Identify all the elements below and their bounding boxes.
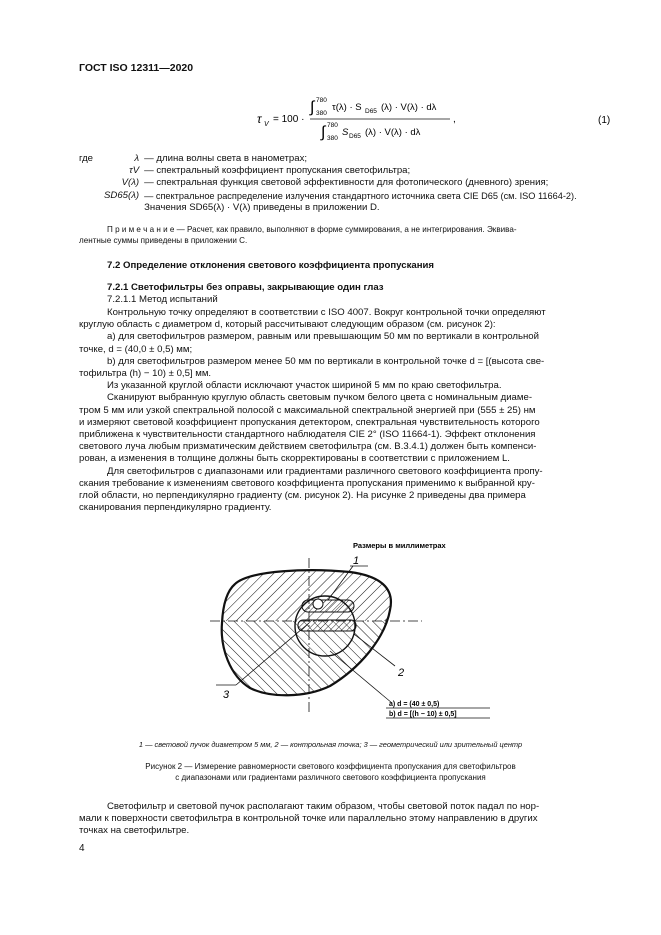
definition-symbol: λ — [134, 153, 140, 164]
para-line: тофильтра (h) − 10) ± 0,5] мм. — [79, 368, 212, 380]
figure-formula-b: b) d = [(h − 10) ± 0,5] — [389, 711, 457, 718]
formula-numerator: τ(λ) · S — [332, 102, 362, 113]
callout-1: 1 — [353, 555, 360, 567]
para-line: Контрольную точку определяют в соответствии с ISO 4007. Вокруг контрольной точки определяют — [107, 307, 546, 318]
beam-circle — [313, 599, 323, 609]
definition-intro: где — [79, 153, 94, 164]
formula-den-sub: D65 — [349, 133, 361, 140]
para-line: Из указанной круглой области исключают участок шириной 5 мм по краю светофильтра. — [107, 380, 502, 392]
int-upper-num: 780 — [316, 97, 327, 104]
formula-comma: , — [453, 114, 456, 125]
para-line: точке, d = (40,0 ± 0,5) мм; — [79, 343, 193, 355]
section-7-2-1-1-title: 7.2.1.1 Метод испытаний — [107, 294, 218, 305]
formula-number: (1) — [598, 115, 611, 126]
integral-sign-num: ∫ — [310, 99, 315, 116]
para-line: и измеряют световой коэффициент пропускания детектором, спектральная чувствительность которого — [79, 416, 540, 428]
int-lower-num: 380 — [316, 110, 327, 117]
formula-lhs: τ — [257, 112, 262, 126]
definition-text: — длина волны света в нанометрах; — [144, 153, 308, 164]
para-line: глой области, но перпендикулярно градиенту (см. рисунок 2). На рисунке 2 приведены два примера — [79, 490, 526, 502]
formula-denominator-tail: (λ) · V(λ) · dλ — [365, 127, 421, 138]
scan-band-middle — [298, 620, 356, 631]
definitions-table — [79, 153, 577, 214]
para-line: круглую область с диаметром d, который рассчитывают следующим образом (см. рисунок 2): — [79, 319, 496, 331]
document-header: ГОСТ ISO 12311—2020 — [79, 62, 194, 74]
para-line: Сканируют выбранную круглую область световым пучком белого цвета с номинальным диаме- — [107, 392, 533, 404]
note-label: П р и м е ч а н и е — [107, 225, 175, 234]
para-line: Светофильтр и световой пучок располагают таким образом, чтобы световой поток падал по нор- — [107, 801, 540, 812]
definition-symbol: SD65(λ) — [104, 189, 140, 201]
section-7-2-title: 7.2 Определение отклонения светового коэффициента пропускания — [107, 260, 434, 271]
definitions — [79, 153, 619, 214]
section-7-2-1-title: 7.2.1 Светофильтры без оправы, закрывающие один глаз — [107, 282, 384, 293]
figure-2-drawing — [190, 538, 490, 733]
definition-symbol: τV — [129, 165, 140, 177]
formula-denominator: S — [342, 127, 349, 138]
values-note: Значения SD65(λ) · V(λ) приведены в приложении D. — [144, 201, 380, 213]
callout-2: 2 — [398, 667, 405, 679]
para-line: мали к поверхности светофильтра в контрольной точке или параллельно этому направлению в других — [79, 813, 538, 825]
para-line: b) для светофильтров размером менее 50 мм по вертикали в контрольной точке d = [(высота све- — [107, 355, 545, 367]
para-line: приближена к чувствительности стандартного наблюдателя CIE 2° (ISO 11664-1). Эффект отклонения — [79, 429, 536, 441]
note-line-1 — [79, 225, 624, 236]
para-line: тром 5 мм или узкой спектральной полосой с максимальной спектральной энергией при (555 ± 25) нм — [79, 404, 536, 416]
formula-1 — [250, 92, 620, 148]
definition-text: — спектральная функция световой эффективности для фотопического (дневного) зрения; — [144, 177, 549, 189]
definition-row — [79, 190, 577, 202]
para-line: а) для светофильтров размером, равным или превышающим 50 мм по вертикали в контрольной — [107, 331, 539, 343]
int-lower-den: 380 — [327, 135, 338, 142]
para-line: сканирования перпендикулярно градиенту. — [79, 502, 272, 514]
formula-eq: = 100 · — [273, 114, 305, 125]
para-line: точках на светофильтре. — [79, 825, 190, 837]
figure-dims-label: Размеры в миллиметрах — [353, 541, 446, 550]
para-line: скания требование к изменениям светового коэффициента пропускания применимо к выбранной кру- — [79, 477, 535, 489]
formula-num-sub: D65 — [365, 108, 377, 115]
figure-legend: 1 — световой пучок диаметром 5 мм, 2 — контрольная точка; 3 — геометрический или зрительный центр — [138, 740, 523, 749]
definition-row — [79, 153, 577, 165]
para-line: светового луча любым призматическим действием светофильтра (см. В.3.4.1) должен быть компенси- — [79, 441, 537, 453]
definition-text: — спектральный коэффициент пропускания светофильтра; — [144, 165, 411, 177]
figure-caption-line-2: с диапазонами или градиентами различного светового коэффициента пропускания — [175, 772, 486, 782]
figure-caption-line-1: Рисунок 2 — Измерение равномерности светового коэффициента пропускания для светофильтров — [145, 762, 516, 771]
definition-text: — спектральное распределение излучения стандартного источника света CIE D65 (см. ISO 11664-2). — [144, 190, 577, 201]
closing-paragraph — [79, 801, 624, 838]
int-upper-den: 780 — [327, 122, 338, 129]
para-line: Для светофильтров с диапазонами или градиентами различного светового коэффициента пропу- — [107, 465, 543, 477]
definition-row — [79, 177, 577, 189]
note-text-2: лентные суммы приведены в приложении C. — [79, 235, 248, 245]
formula-numerator-tail: (λ) · V(λ) · dλ — [381, 102, 437, 113]
body-text — [79, 307, 624, 514]
definition-row — [79, 202, 577, 214]
definition-symbol: V(λ) — [121, 177, 140, 189]
figure-caption — [0, 762, 661, 783]
definition-row — [79, 165, 577, 177]
note-text-1: — Расчет, как правило, выполняют в форме суммирования, а не интегрирования. Эквива- — [176, 225, 517, 234]
callout-3: 3 — [223, 689, 230, 701]
integral-sign-den: ∫ — [321, 124, 326, 141]
figure-formula-a: а) d = (40 ± 0,5) — [389, 701, 440, 708]
page-number: 4 — [79, 843, 85, 854]
formula-lhs-sub: V — [264, 121, 269, 128]
scan-band-upper — [302, 600, 354, 612]
para-line: рован, а изменения в толщине должны быть скорректированы в соответствии с приложением L. — [79, 453, 510, 465]
note — [79, 225, 624, 246]
